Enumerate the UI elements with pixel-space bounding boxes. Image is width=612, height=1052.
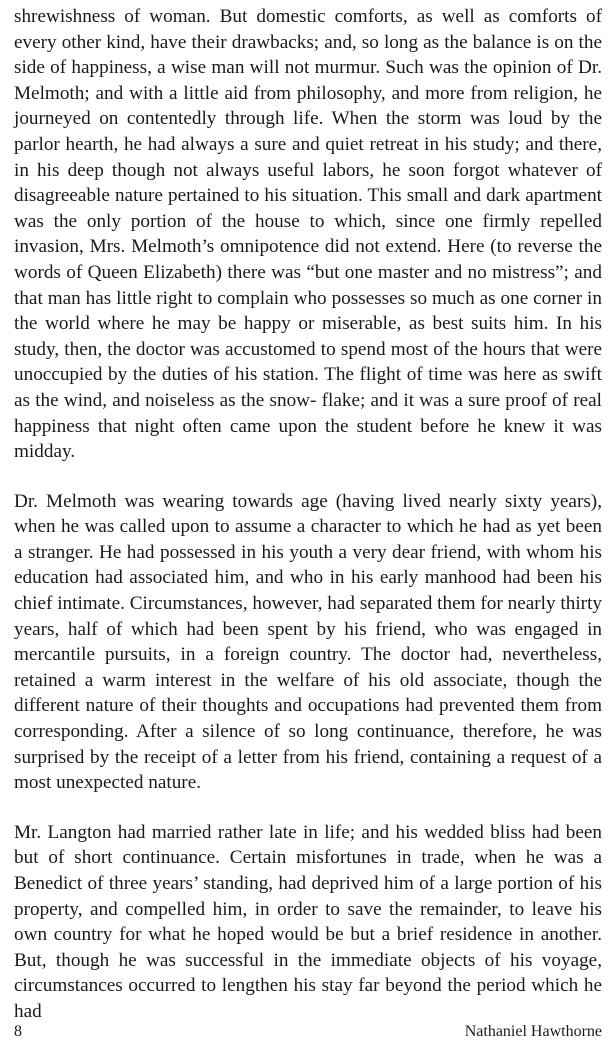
- paragraph-1: shrewishness of woman. But domestic comforts, as well as comforts of every other kind, have their drawbacks; and, so long as the balance is on the side of happiness, a wise man will not murmur. Such was the opinion of Dr. Melmoth; and with a little aid from philosophy, and more from religion, he journeyed on contentedly through life. When the storm was loud by the parlor hearth, he had always a sure and quiet retreat in his study; and there, in his deep though not always useful labors, he soon forgot whatever of disagreeable nature pertained to his situation. This small and dark apartment was the only portion of the house to which, since one firmly repelled invasion, Mrs. Melmoth’s omnipotence did not extend. Here (to reverse the words of Queen Elizabeth) there was “but one master and no mistress”; and that man has little right to complain who possesses so much as one corner in the world where he may be happy or miserable, as best suits him. In his study, then, the doctor was accustomed to spend most of the hours that were unoccupied by the duties of his station. The flight of time was here as swift as the wind, and noiseless as the snow- flake; and it was a sure proof of real happiness that night often came upon the student before he knew it was midday.: [14, 6, 602, 463]
- page-body: [14, 4, 602, 1049]
- running-footer-author: Nathaniel Hawthorne: [464, 1023, 602, 1040]
- paragraph-2: Dr. Melmoth was wearing towards age (having lived nearly sixty years), when he was called upon to assume a character to which he had as yet been a stranger. He had possessed in his youth a very dear friend, with whom his education had associated him, and who in his early manhood had been his chief intimate. Circumstances, however, had separated them for nearly thirty years, half of which had been spent by his friend, who was engaged in mercantile pursuits, in a foreign country. The doctor had, nevertheless, retained a warm interest in the welfare of his old associate, though the different nature of their thoughts and occupations had prevented them from corresponding. After a silence of so long continuance, therefore, he was surprised by the receipt of a letter from his friend, containing a request of a most unexpected nature.: [14, 490, 602, 794]
- page-footer: [14, 1022, 602, 1046]
- paragraph-3: Mr. Langton had married rather late in life; and his wedded bliss had been but of short continuance. Certain misfortunes in trade, when he was a Benedict of three years’ standing, had deprived him of a large portion of his property, and compelled him, in order to save the remainder, to leave his own country for what he hoped would be but a brief residence in another. But, though he was successful in the immediate objects of his voyage, circumstances occurred to lengthen his stay far beyond the period which he had: [14, 821, 602, 1022]
- page-number: 8: [14, 1023, 22, 1040]
